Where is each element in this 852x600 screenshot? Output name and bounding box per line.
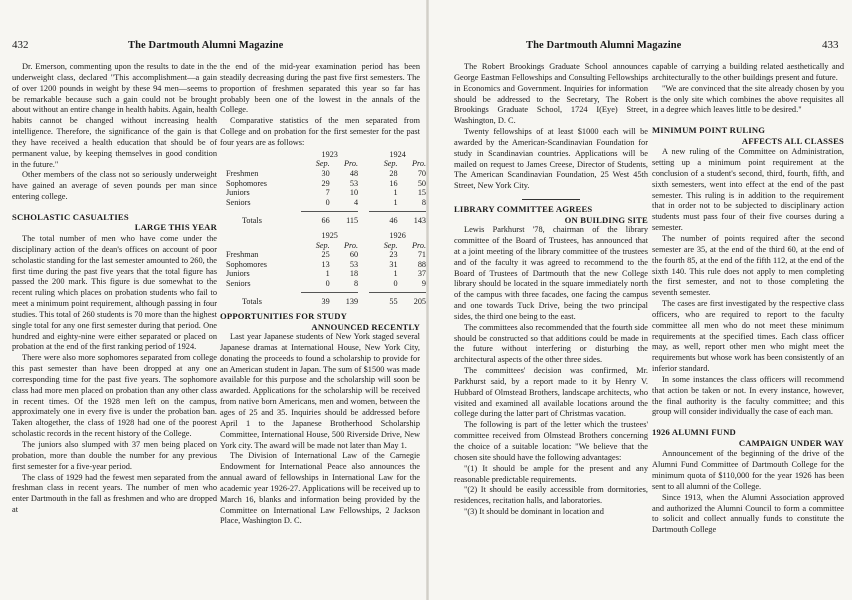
- paragraph: The number of points required after the second semester are 35, at the end of the third 60, at the end of the fourth 85, at the end of the fifth 112, at the end of the sixth 140. This rule does not apply to men completing the first semester, and not to those completing the seventh semester.: [652, 233, 844, 298]
- table-totals-row: Totals 39 139 55 205: [242, 297, 426, 307]
- section-heading-alumni-fund: 1926 ALUMNI FUND CAMPAIGN UNDER WAY: [652, 427, 844, 448]
- paragraph: Since 1913, when the Alumni Association approved and authorized the Alumni Council to form a committee to solicit and collect annually funds to constitute the Dartmouth College: [652, 492, 844, 535]
- paragraph: Last year Japanese students of New York staged several Japanese dramas at International House, New York City, donating the proceeds to found a scholarship to provide for an American student in Japan. The sum of $1500 was made available for this purpose and the scholarship will soon be awarded. Applications for the scholarship will be received from native born Americans, men and women, between the ages of 25 and 35. Inquiries should be addressed before April 1 to the Japanese Brotherhood Scholarship Committee, International House, 500 Riverside Drive, New York city. The award will be made not later than May 1.: [220, 332, 420, 450]
- table-row: Sophomores 29 53 16 50: [226, 178, 426, 188]
- paragraph: The juniors also slumped with 37 men being placed on probation, more than double the number for any previous first semester for a five-year period.: [12, 440, 217, 471]
- left-column-1: [12, 62, 217, 516]
- statistics-table-1923-1924: [220, 150, 426, 226]
- section-heading-scholastic-casualties: SCHOLASTIC CASUALTIES LARGE THIS YEAR: [12, 211, 217, 233]
- paragraph: Dr. Emerson, commenting upon the results to date in the underweight class, declared "This accomplishment—a gain of over 1200 pounds in weight by these 94 men—seems to be remarkable because such a gain could not be brought about without an entire change in health habits. Again, health habits cannot be changed without increasing health intelligence. Therefore, the significance of the gain is that they have received a health education that should be of permanent value, by keeping themselves in good condition in the future.": [12, 62, 217, 169]
- right-column-1: [454, 62, 648, 518]
- column-header: Sep.: [315, 240, 330, 250]
- paragraph: The total number of men who have come under the disciplinary action of the dean's offices on account of poor scholastic standing for the last semester amounted to 260, the first time during the past five years that the total figure has passed the 200 mark. This figure is due somewhat to the recent ruling which places on probation students who fail to meet a minimum point requirement, although passing in four studies. This total of 260 students is 70 more than the highest single total for any one first semester during that period. One hundred and eighty-nine were either separated or placed on probation at the end of the first ranking period of 1924.: [12, 233, 217, 352]
- paragraph: Other members of the class not so seriously underweight have gained an average of seven pounds per man since entering college.: [12, 170, 217, 202]
- left-running-head: The Dartmouth Alumni Magazine: [128, 40, 284, 51]
- paragraph: Twenty fellowships of at least $1000 each will be awarded by the American-Scandinavian Foundation for study in Scandinavian countries. Applications will be mailed on request to James Creese, Director of Students, The American Scandinavian Foundation, 25 West 45th Street, New York City.: [454, 127, 648, 191]
- table-row: Sophomores 13 53 31 88: [226, 259, 426, 269]
- column-header: Pro.: [344, 159, 359, 169]
- paragraph: "(1) It should be ample for the present and any reasonable predictable requirements.: [454, 463, 648, 484]
- paragraph: The class of 1929 had the fewest men separated from the freshman class in recent years. The number of men who enter Dartmouth in the fall as freshmen and who are dropped at: [12, 472, 217, 515]
- paragraph: "(3) It should be dominant in location and: [464, 507, 604, 517]
- paragraph: "We are convinced that the site already chosen by you is the only site which combines the above requisites all in a degree which leaves little to be desired.": [652, 83, 844, 115]
- section-divider: [522, 199, 580, 200]
- right-page: [428, 0, 852, 600]
- section-heading-opportunities-for-study: OPPORTUNITIES FOR STUDY ANNOUNCED RECENTLY: [220, 311, 420, 332]
- year-header: 1923: [321, 149, 338, 159]
- paragraph: Comparative statistics of the men separated from College and on probation for the first semester for the past four years are as follows:: [220, 116, 420, 147]
- table-row: Freshmen 30 48 28 70: [226, 168, 426, 178]
- right-running-head: The Dartmouth Alumni Magazine: [526, 40, 682, 51]
- column-header: Pro.: [344, 240, 359, 250]
- year-header: 1925: [321, 230, 338, 240]
- column-header: Sep.: [383, 159, 398, 169]
- paragraph: capable of carrying a building related aesthetically and architecturally to the other buildings present and future.: [652, 62, 844, 82]
- paragraph: There were also more sophomores separated from college this past semester than have been dropped at any one corresponding time for the past five years. The sophomore class had more men placed on probation than any other class in recent times. Of the 1928 men left on the campus, approximately one in every five is under the probation ban. Taken altogether, the class of 1928 had one of the poorest scholastic records in the recent history of the College.: [12, 353, 217, 439]
- column-header: Pro.: [411, 240, 426, 250]
- paragraph: the end of the mid-year examination period has been steadily decreasing during the past five first semesters. The proportion of freshmen separated this year so far has probably been one of the lowest in the annals of the College.: [220, 62, 420, 115]
- table-row: Freshman 25 60 23 71: [226, 250, 426, 260]
- paragraph: Announcement of the beginning of the drive of the Alumni Fund Committee of Dartmouth College for the minimum quota of $110,000 for the year 1926 has been sent to all alumni of the College.: [652, 449, 844, 491]
- paragraph: The following is part of the letter which the trustees' committee received from Olmstead Brothers concerning the choice of a suitable location: "We believe that the chosen site should have the following advantages:: [454, 420, 648, 462]
- paragraph: The Division of International Law of the Carnegie Endowment for International Peace also announces the annual award of fellowships in International Law for the academic year 1926-27. Applications will be received up to March 16, blanks and information being provided by the Committee on International Law Fellowships, 2 Jackson Place, Washington D. C.: [220, 451, 420, 526]
- paragraph: The Robert Brookings Graduate School announces George Eastman Fellowships and Consulting Fellowships in Economics and Government. Inquiries for information should be addressed to the Secretary, The Robert Brookings Graduate School, 1724 I(Eye) Street, Washington, D. C.: [454, 62, 648, 126]
- table-row: Seniors 0 4 1 8: [226, 197, 426, 207]
- statistics-table-1925-1926: [220, 231, 426, 307]
- table-row: Juniors 7 10 1 15: [226, 188, 426, 198]
- left-page-number: 432: [12, 39, 29, 51]
- section-heading-minimum-point-ruling: MINIMUM POINT RULING AFFECTS ALL CLASSES: [652, 125, 844, 146]
- section-heading-library-committee: LIBRARY COMMITTEE AGREES ON BUILDING SITE: [454, 204, 648, 225]
- paragraph: In some instances the class officers will recommend that action be taken or not. In every instance, however, the final authority is the faculty committee; and this group will consider individually the case of each man.: [652, 374, 844, 417]
- left-column-2: [220, 62, 426, 527]
- table-totals-row: Totals 66 115 46 143: [242, 216, 426, 226]
- right-page-number: 433: [822, 39, 839, 51]
- paragraph: "(2) It should be easily accessible from dormitories, residences, recitation halls, and laboratories.: [454, 485, 648, 506]
- year-header: 1924: [389, 149, 406, 159]
- year-header: 1926: [389, 230, 406, 240]
- table-row: Seniors 0 8 0 9: [226, 278, 426, 288]
- paragraph: The committees also recommended that the fourth side should be constructed so that additions could be made in the future without interfering or disturbing the architectural aspects of the other three sides.: [454, 322, 648, 365]
- paragraph: The committees' decision was confirmed, Mr. Parkhurst said, by a report made to it by Henry V. Hubbard of Olmstead Brothers, landscape architects, who visited and examined all available locations around the college during the latter part of Christmas vacation.: [454, 366, 648, 419]
- paragraph: A new ruling of the Committee on Administration, setting up a minimum point requirement at the conclusion of a student's second, third, fourth, fifth, and sixth semesters, went into effect at the end of the past semester. This ruling is in addition to the requirement that in order not to be subjected to disciplinary action students must pass four of their five courses during a semester.: [652, 147, 844, 233]
- paragraph: Lewis Parkhurst '78, chairman of the library committee of the Board of Trustees, has announced that at a joint meeting of the library committee of the trustees and of the faculty it was agreed to recommend to the Board of Trustees of Dartmouth that the new College library should be located in the square immediately north of the campus with three facades, one facing the campus and one towards Tuck Drive, being the two principal sides, the third one being to the east.: [454, 225, 648, 321]
- column-header: Sep.: [383, 240, 398, 250]
- column-header: Pro.: [411, 159, 426, 169]
- table-row: Juniors 1 18 1 37: [226, 269, 426, 279]
- paragraph: The cases are first investigated by the respective class officers, who are required to report to the faculty committee all men who do not meet these minimum requirements at the specified times. Each class officer may, as well, report other men who might meet the requirements but whose work has been consistently of an inferior standard.: [652, 299, 844, 374]
- right-column-2: [652, 62, 844, 536]
- column-header: Sep.: [315, 159, 330, 169]
